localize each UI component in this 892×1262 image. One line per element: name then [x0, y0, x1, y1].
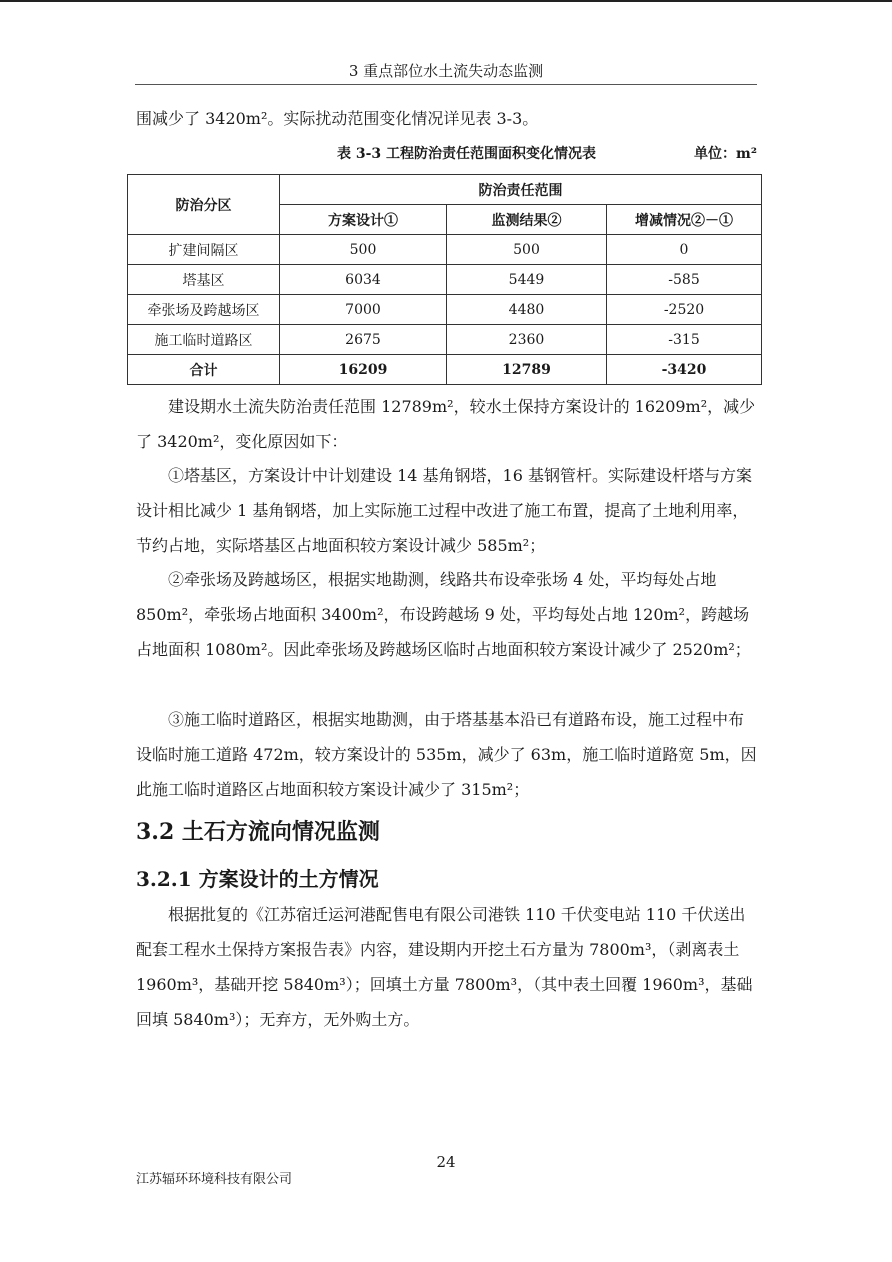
- table-row: [128, 325, 762, 355]
- cell-total-design: 16209: [280, 355, 447, 385]
- cell-design: 6034: [280, 265, 447, 295]
- cell-total-monitor: 12789: [447, 355, 607, 385]
- col-header-change: 增减情况②－①: [607, 205, 762, 235]
- paragraph-summary: 建设期水土流失防治责任范围 12789m²，较水土保持方案设计的 16209m²，减少了 3420m²，变化原因如下：: [136, 397, 756, 451]
- subsection-heading: 3.2.1 方案设计的土方情况: [136, 867, 379, 891]
- table-total-row: [128, 355, 762, 385]
- intro-line: 围减少了 3420m²。实际扰动范围变化情况详见表 3-3。: [136, 109, 539, 128]
- cell-monitor: 4480: [447, 295, 607, 325]
- cell-monitor: 2360: [447, 325, 607, 355]
- paragraph-tower-zone: ①塔基区，方案设计中计划建设 14 基角钢塔，16 基钢管杆。实际建设杆塔与方案设计相比减少 1 基角钢塔，加上实际施工过程中改进了施工布置，提高了土地利用率，节约占地，实际塔基区占地面积较方案设计减少 585m²；: [136, 466, 752, 555]
- cell-monitor: 5449: [447, 265, 607, 295]
- col-header-design: 方案设计①: [280, 205, 447, 235]
- col-header-zone: 防治分区: [128, 175, 280, 235]
- table-row: [128, 295, 762, 325]
- cell-design: 2675: [280, 325, 447, 355]
- cell-total-change: -3420: [607, 355, 762, 385]
- col-header-monitor: 监测结果②: [447, 205, 607, 235]
- section-heading: 3.2 土石方流向情况监测: [136, 819, 380, 845]
- col-group-header: 防治责任范围: [280, 175, 762, 205]
- cell-zone: 施工临时道路区: [128, 325, 280, 355]
- header-divider: [135, 84, 757, 85]
- cell-change: -315: [607, 325, 762, 355]
- table-caption: 表 3-3 工程防治责任范围面积变化情况表: [337, 146, 597, 162]
- table-unit: 单位：m²: [694, 146, 757, 162]
- responsibility-area-table: [127, 174, 762, 385]
- cell-monitor: 500: [447, 235, 607, 265]
- table-row: [128, 265, 762, 295]
- cell-design: 7000: [280, 295, 447, 325]
- running-header: 3 重点部位水土流失动态监测: [348, 62, 544, 80]
- cell-change: 0: [607, 235, 762, 265]
- paragraph-temp-road-zone: ③施工临时道路区，根据实地勘测，由于塔基基本沿已有道路布设，施工过程中布设临时施工道路 472m，较方案设计的 535m，减少了 63m，施工临时道路宽 5m，因此施工临时道路区占地面积较方案设计减少了 315m²；: [136, 710, 757, 799]
- paragraph-earthwork-design: 根据批复的《江苏宿迁运河港配售电有限公司港铁 110 千伏变电站 110 千伏送出配套工程水土保持方案报告表》内容，建设期内开挖土石方量为 7800m³，（剥离表土 1960m³，基础开挖 5840m³）；回填土方量 7800m³，（其中表土回覆 1960m³，基础回填 5840m³）；无弃方，无外购土方。: [136, 905, 753, 1029]
- cell-total-label: 合计: [128, 355, 280, 385]
- cell-design: 500: [280, 235, 447, 265]
- cell-zone: 牵张场及跨越场区: [128, 295, 280, 325]
- table-row: [128, 235, 762, 265]
- footer-organization: 江苏辐环环境科技有限公司: [136, 1172, 293, 1187]
- cell-zone: 扩建间隔区: [128, 235, 280, 265]
- page-top-border: [0, 0, 892, 2]
- cell-zone: 塔基区: [128, 265, 280, 295]
- cell-change: -585: [607, 265, 762, 295]
- paragraph-tension-crossing-zone: ②牵张场及跨越场区，根据实地勘测，线路共布设牵张场 4 处，平均每处占地 850m²，牵张场占地面积 3400m²，布设跨越场 9 处，平均每处占地 120m²，跨越场占地面积 1080m²。因此牵张场及跨越场区临时占地面积较方案设计减少了 2520m²；: [136, 570, 751, 659]
- cell-change: -2520: [607, 295, 762, 325]
- table-header-row: [128, 175, 762, 205]
- page-number: 24: [436, 1153, 456, 1171]
